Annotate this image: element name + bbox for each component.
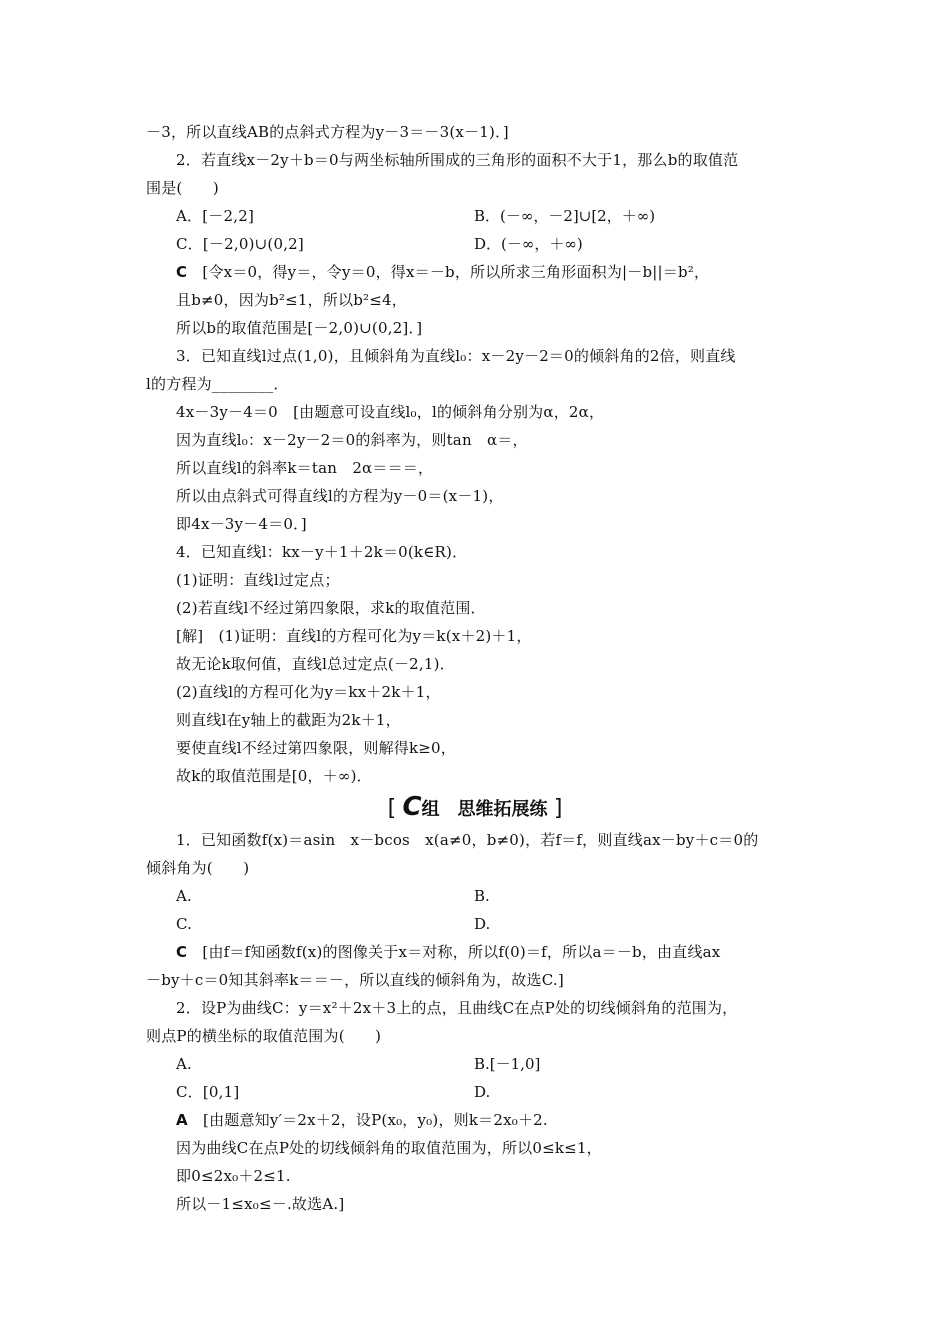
option-d: D. xyxy=(474,915,491,933)
answer-line: 4x－3y－4＝0 [由题意可设直线l₀，l的倾斜角分别为α，2α， xyxy=(176,403,605,421)
question-4: 4．已知直线l：kx－y＋1＋2k＝0(k∈R)． xyxy=(176,543,468,561)
answer-line xyxy=(176,1110,548,1130)
option-a: A．[－2,2] xyxy=(176,207,254,225)
section-bracket-close: ] xyxy=(553,796,563,821)
question-c2: 2．设P为曲线C：y＝x²＋2x＋3上的点，且曲线C在点P处的切线倾斜角的范围为， xyxy=(176,999,738,1017)
answer-explanation: [由f＝f知函数f(x)的图像关于x＝对称，所以f(0)＝f，所以a＝－b，由直线ax xyxy=(202,943,721,961)
text-line: 则直线l在y轴上的截距为2k＋1， xyxy=(176,711,401,729)
text-line: 因为直线l₀：x－2y－2＝0的斜率为，则tan α＝， xyxy=(176,431,528,449)
text-line: 故无论k取何值，直线l总过定点(－2,1)． xyxy=(176,655,455,673)
option-a: A. xyxy=(176,1055,193,1073)
text-line: －3，所以直线AB的点斜式方程为y－3＝－3(x－1)．] xyxy=(146,123,509,141)
option-c: C. xyxy=(176,915,193,933)
text-line: (1)证明：直线l过定点； xyxy=(176,571,340,589)
text-line: 倾斜角为( ) xyxy=(146,859,250,877)
text-line: (2)直线l的方程可化为y＝kx＋2k＋1， xyxy=(176,683,441,701)
text-line: (2)若直线l不经过第四象限，求k的取值范围． xyxy=(176,599,486,617)
text-line: 所以由点斜式可得直线l的方程为y－0＝(x－1)， xyxy=(176,487,504,505)
option-b: B．(－∞，－2]∪[2，＋∞) xyxy=(474,207,656,225)
text-line: 所以b的取值范围是[－2,0)∪(0,2]．] xyxy=(176,319,423,337)
answer-explanation: [令x＝0，得y＝，令y＝0，得x＝－b，所以所求三角形面积为|－b||＝b²， xyxy=(202,263,710,281)
answer-letter: C xyxy=(176,943,188,961)
answer-line xyxy=(176,942,720,962)
section-heading xyxy=(0,794,950,823)
text-line: 故k的取值范围是[0，＋∞)． xyxy=(176,767,372,785)
section-letter: C xyxy=(402,792,422,822)
question-2: 2．若直线x－2y＋b＝0与两坐标轴所围成的三角形的面积不大于1，那么b的取值范 xyxy=(176,151,739,169)
text-line: 则点P的横坐标的取值范围为( ) xyxy=(146,1027,382,1045)
option-c: C．[－2,0)∪(0,2] xyxy=(176,235,304,253)
option-b: B. xyxy=(474,887,490,905)
text-line: 所以－1≤x₀≤－.故选A.] xyxy=(176,1195,345,1213)
option-b: B.[－1,0] xyxy=(474,1055,541,1073)
option-d: D. xyxy=(474,1083,491,1101)
text-line: 即0≤2x₀＋2≤1. xyxy=(176,1167,291,1185)
option-a: A. xyxy=(176,887,193,905)
answer-letter: C xyxy=(176,263,188,281)
question-c1: 1．已知函数f(x)＝asin x－bcos x(a≠0，b≠0)，若f＝f，则直线ax－by＋c＝0的 xyxy=(176,831,759,849)
text-line: 且b≠0，因为b²≤1，所以b²≤4， xyxy=(176,291,407,309)
question-3: 3．已知直线l过点(1,0)，且倾斜角为直线l₀：x－2y－2＝0的倾斜角的2倍，则直线 xyxy=(176,347,736,365)
solution-line: [解] (1)证明：直线l的方程可化为y＝k(x＋2)＋1， xyxy=(176,627,532,645)
text-line: l的方程为________． xyxy=(146,375,289,393)
answer-letter: A xyxy=(176,1111,188,1129)
answer-line xyxy=(176,262,709,282)
section-title: 组 思维拓展练 xyxy=(421,799,548,820)
option-d: D．(－∞，＋∞) xyxy=(474,235,583,253)
option-c: C．[0,1] xyxy=(176,1083,240,1101)
text-line: 即4x－3y－4＝0．] xyxy=(176,515,307,533)
text-line: 所以直线l的斜率k＝tan 2α＝＝＝， xyxy=(176,459,434,477)
text-line: 因为曲线C在点P处的切线倾斜角的取值范围为，所以0≤k≤1， xyxy=(176,1139,602,1157)
section-bracket-open: [ xyxy=(387,796,397,821)
text-line: －by＋c＝0知其斜率k＝＝－，所以直线的倾斜角为，故选C.] xyxy=(146,971,564,989)
text-line: 要使直线l不经过第四象限，则解得k≥0， xyxy=(176,739,457,757)
text-line: 围是( ) xyxy=(146,179,219,197)
answer-explanation: [由题意知y′＝2x＋2，设P(x₀，y₀)，则k＝2x₀＋2. xyxy=(203,1111,548,1129)
